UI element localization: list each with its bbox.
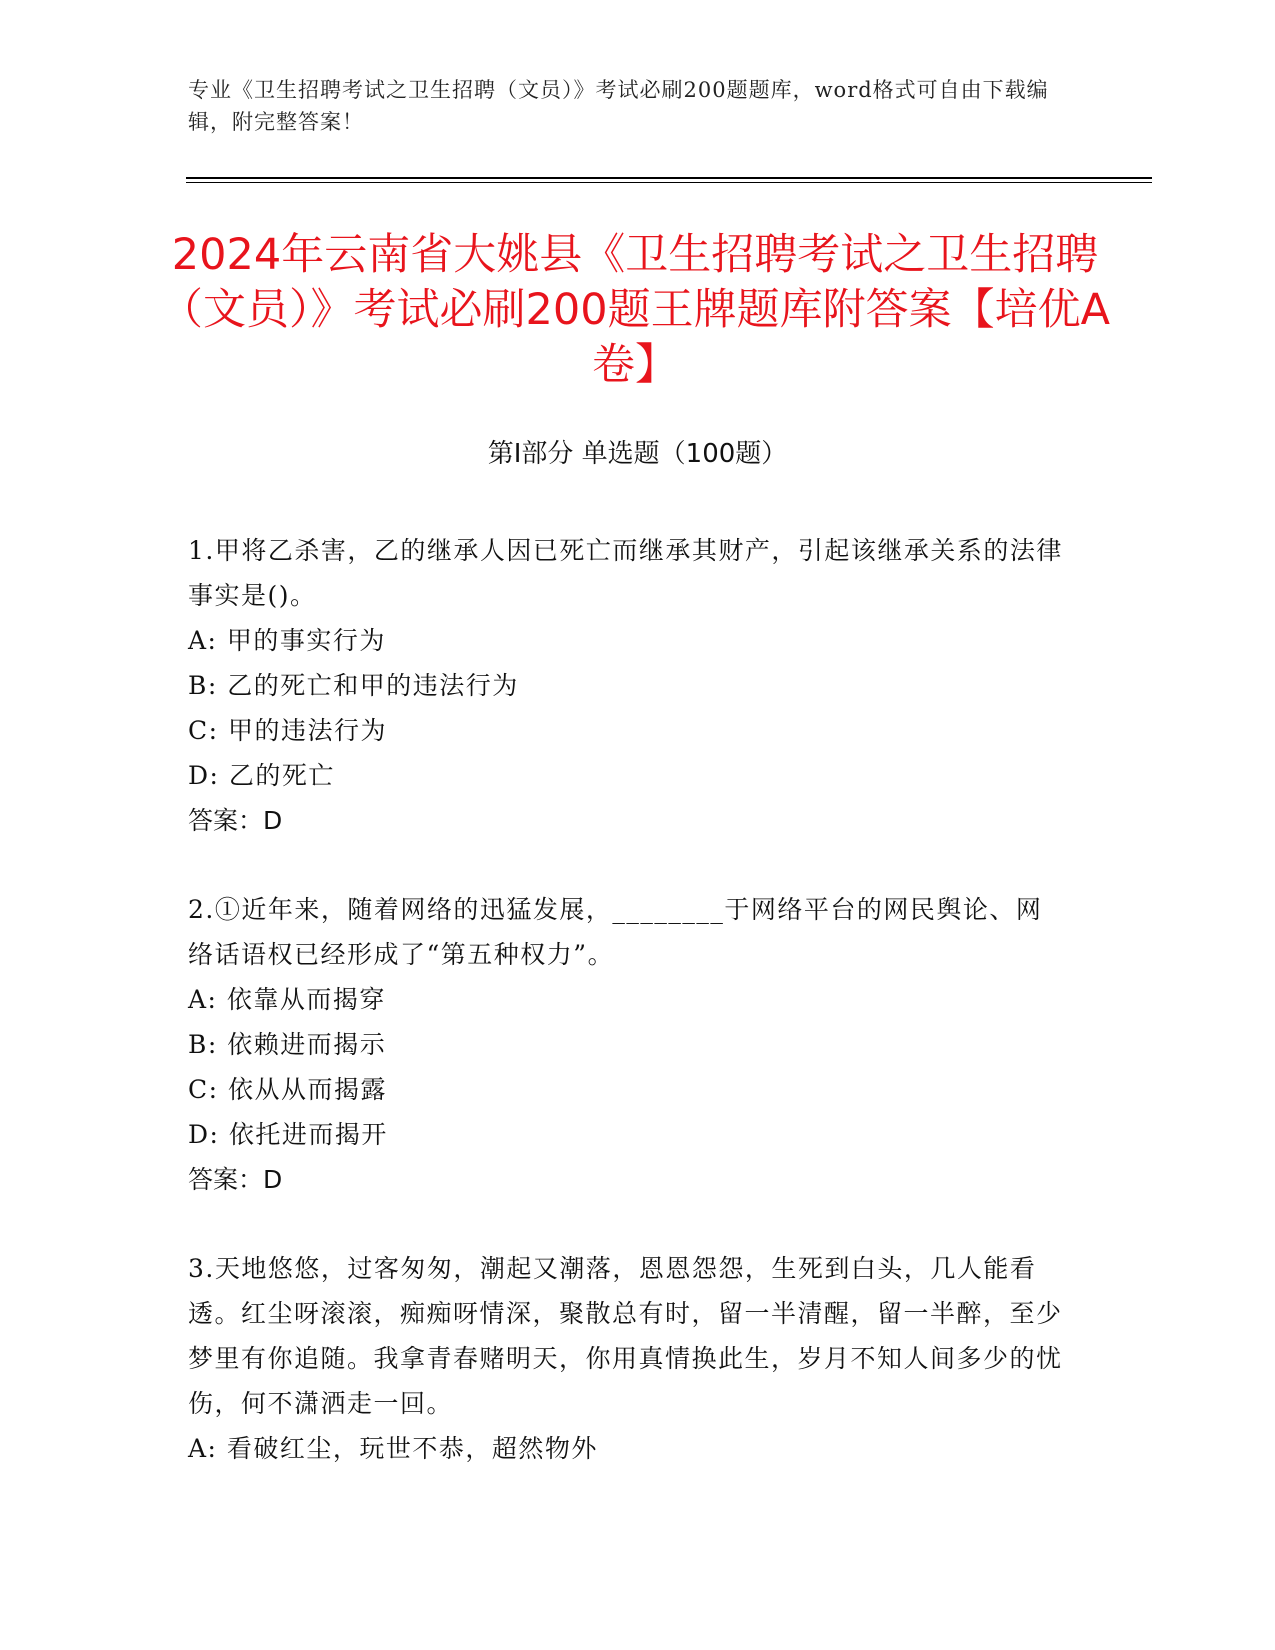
document-title: 2024年云南省大姚县《卫生招聘考试之卫生招聘（文员）》考试必刷200题王牌题库附答案【培优A卷】 bbox=[160, 230, 1110, 390]
question-stem: 1.甲将乙杀害，乙的继承人因已死亡而继承其财产，引起该继承关系的法律事实是()。 bbox=[188, 536, 1063, 610]
question-stem: 3.天地悠悠，过客匆匆，潮起又潮落，恩恩怨怨，生死到白头，几人能看透。红尘呀滚滚，痴痴呀情深，聚散总有时，留一半清醒，留一半醉，至少梦里有你追随。我拿青春赌明天，你用真情换此生，岁月不知人间多少的忧伤，何不潇洒走一回。 bbox=[188, 1254, 1063, 1418]
question-stem: 2.①近年来，随着网络的迅猛发展，________于网络平台的网民舆论、网络话语权已经形成了“第五种权力”。 bbox=[188, 895, 1043, 969]
option-a: A: 依靠从而揭穿 bbox=[188, 985, 386, 1014]
header-rule-thin bbox=[186, 182, 1152, 183]
header-rule-thick bbox=[186, 177, 1152, 179]
option-b: B: 依赖进而揭示 bbox=[188, 1030, 387, 1059]
question-1 bbox=[188, 528, 1068, 843]
option-b: B: 乙的死亡和甲的违法行为 bbox=[188, 671, 519, 700]
question-2 bbox=[188, 887, 1068, 1202]
question-list bbox=[188, 528, 1068, 1515]
section-title: 第I部分 单选题（100题） bbox=[487, 439, 788, 469]
option-d: D: 乙的死亡 bbox=[188, 761, 335, 790]
answer: 答案：D bbox=[188, 806, 283, 835]
answer: 答案：D bbox=[188, 1165, 283, 1194]
question-3 bbox=[188, 1246, 1068, 1471]
header-note: 专业《卫生招聘考试之卫生招聘（文员）》考试必刷200题题库，word格式可自由下载编辑，附完整答案！ bbox=[188, 78, 1049, 134]
option-a: A: 甲的事实行为 bbox=[188, 626, 386, 655]
option-a: A: 看破红尘，玩世不恭，超然物外 bbox=[188, 1434, 598, 1463]
option-c: C: 依从从而揭露 bbox=[188, 1075, 387, 1104]
option-d: D: 依托进而揭开 bbox=[188, 1120, 388, 1149]
option-c: C: 甲的违法行为 bbox=[188, 716, 387, 745]
